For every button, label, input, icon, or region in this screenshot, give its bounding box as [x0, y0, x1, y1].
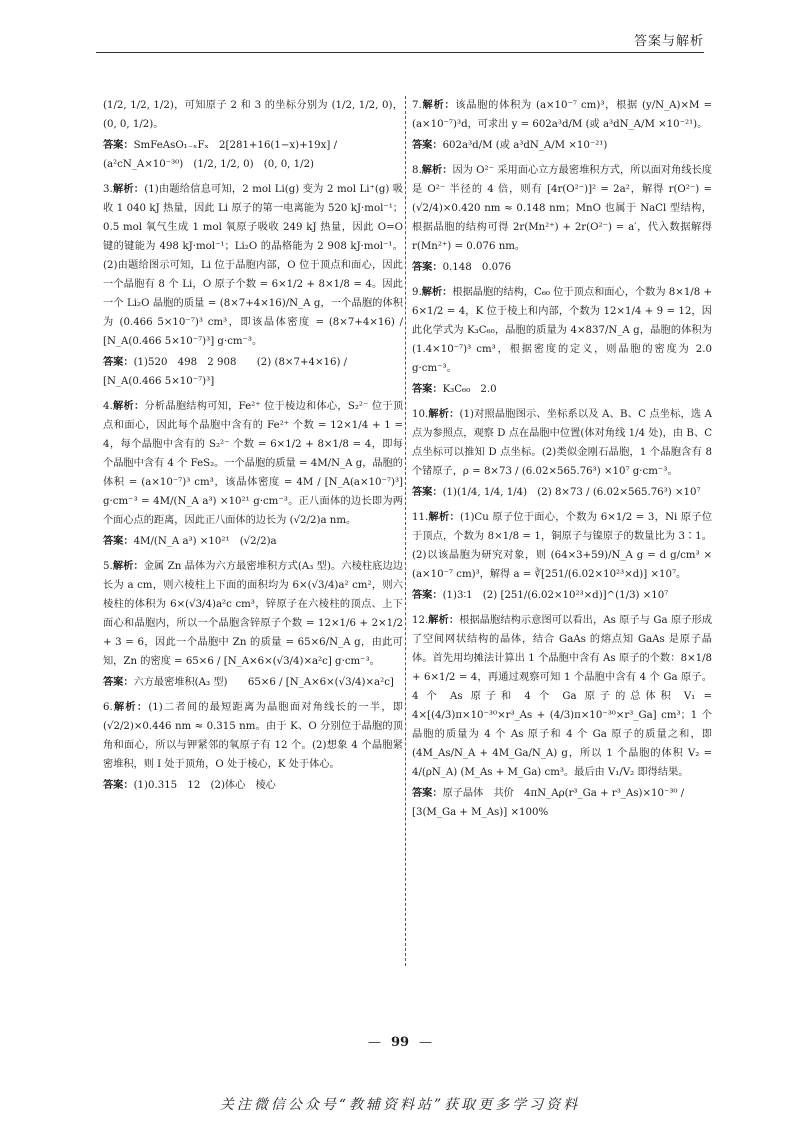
solution-label: 解析： — [112, 561, 144, 572]
answer-block — [412, 258, 712, 277]
right-column — [412, 96, 716, 828]
solution-label: 解析： — [428, 512, 460, 523]
question-number: 8. — [412, 165, 422, 176]
question-number: 5. — [103, 561, 113, 572]
solution-label: 解析： — [428, 615, 460, 626]
answer-label: 答案： — [412, 140, 443, 151]
answer-label: 答案： — [412, 384, 443, 395]
answer-text: 六方最密堆积(A₃ 型) 65×6 / [N_A×6×(√3/4)×a²c] — [133, 677, 394, 688]
solution-label: 解析： — [112, 401, 145, 412]
solution-label: 解析： — [428, 409, 460, 420]
answer-block — [103, 776, 403, 795]
solution-block — [412, 96, 716, 134]
answer-label: 答案： — [412, 788, 443, 799]
answer-text: 4M/(N_A a³) ×10²¹ (√2/2)a — [133, 536, 277, 547]
solution-label: 解析： — [421, 165, 453, 176]
solution-block — [412, 161, 716, 256]
page-header-title: 答案与解析 — [633, 34, 704, 49]
solution-block — [103, 397, 407, 530]
question-number: 11. — [412, 512, 429, 523]
solution-label: 解析： — [112, 184, 145, 195]
answer-block — [103, 136, 403, 174]
answer-block — [103, 532, 403, 551]
question-number: 4. — [103, 401, 113, 412]
page-number-value: 99 — [390, 1035, 410, 1050]
page-number-dash-left: — — [367, 1035, 381, 1050]
answer-label: 答案： — [103, 140, 134, 151]
column-divider — [405, 96, 406, 966]
question-number: 7. — [412, 100, 422, 111]
answer-text: SmFeAsO₁₋ₓFₓ 2[281+16(1−x)+19x] / (a²cN_A×10⁻³⁰) (1/2, 1/2, 0) (0, 0, 1/2) — [103, 140, 341, 170]
footer-notice: 关注微信公众号“教辅资料站”获取更多学习资料 — [219, 1097, 581, 1113]
answer-text: 原子晶体 共价 4πN_Aρ(r³_Ga + r³_As)×10⁻³⁰ / [3(M_Ga + M_As)] ×100% — [412, 788, 688, 818]
question-number: 12. — [412, 615, 429, 626]
solution-block — [412, 611, 716, 782]
answer-block — [412, 136, 712, 155]
answer-text: K₃C₆₀ 2.0 — [442, 384, 497, 395]
text-block: (1/2, 1/2, 1/2)，可知原子 2 和 3 的坐标分别为 (1/2, 1/2, 0)，(0, 0, 1/2)。 — [103, 100, 403, 130]
solution-label: 解析： — [421, 287, 453, 298]
solution-text: (1)Cu 原子位于面心，个数为 6×1/2 = 3，Ni 原子位于顶点，个数为 8×1/8 = 1，铜原子与镍原子的数量比为 3∶1。(2)以该晶胞为研究对象，则 (64×3+59)/N_A g = d g/cm³ × (a×10⁻⁷ cm)³，解得 a = ∛[251/(6.02×10²³×d)] ×10⁷。 — [412, 512, 716, 580]
answer-block — [103, 353, 403, 391]
page-number — [0, 1035, 800, 1050]
solution-block — [412, 283, 716, 378]
answer-text: (1)520 498 2 908 (2) (8×7+4×16) / [N_A(0.466 5×10⁻⁷)³] — [103, 357, 351, 387]
answer-text: 602a³d/M (或 a³dN_A/M ×10⁻²¹) — [442, 140, 608, 151]
solution-block — [103, 180, 407, 351]
solution-label: 解析： — [112, 702, 149, 713]
answer-text: 0.148 0.076 — [442, 262, 512, 273]
answer-label: 答案： — [412, 262, 443, 273]
question-number: 3. — [103, 184, 113, 195]
question-number: 10. — [412, 409, 429, 420]
question-number: 9. — [412, 287, 422, 298]
page-number-dash-right: — — [419, 1035, 433, 1050]
answer-label: 答案： — [103, 357, 134, 368]
solution-text: (1)对照晶胞图示、坐标系以及 A、B、C 点坐标，选 A 点为参照点，观察 D 点在晶胞中位置(体对角线 1/4 处)，由 B、C 点坐标可以推知 D 点坐标。(2)类似金刚石晶胞，1 个晶胞含有 8 个锗原子，ρ = 8×73 / (6.02×565.76³) ×10⁷ g·cm⁻³。 — [412, 409, 716, 477]
solution-text: (1)由题给信息可知，2 mol Li(g) 变为 2 mol Li⁺(g) 吸收 1 040 kJ 热量，因此 Li 原子的第一电离能为 520 kJ·mol⁻¹；0.5 mol 氧气生成 1 mol 氧原子吸收 249 kJ 热量，因此 O=O 键的键能为 498 kJ·mol⁻¹；Li₂O 的晶格能为 2 908 kJ·mol⁻¹。(2)由题给图示可知，Li 位于晶胞内部，O 位于顶点和面心，因此一个晶胞有 8 个 Li，O 原子个数 = 6×1/2 + 8×1/8 = 4。因此一个 Li₂O 晶胞的质量 = (8×7+4×16)/N_A g，一个晶胞的体积为 (0.466 5×10⁻⁷)³ cm³，即该晶体密度 = (8×7+4×16) / [N_A(0.466 5×10⁻⁷)³] g·cm⁻³。 — [103, 184, 407, 347]
solution-block — [412, 508, 716, 584]
answer-label: 答案： — [103, 780, 134, 791]
solution-text: 因为 O²⁻ 采用面心立方最密堆积方式，所以面对角线长度是 O²⁻ 半径的 4 倍，则有 [4r(O²⁻)]² = 2a²，解得 r(O²⁻) = (√2/4)×0.420 nm ≈ 0.148 nm；MnO 也属于 NaCl 型结构，根据晶胞的结构可得 2r(Mn²⁺) + 2r(O²⁻) = a′，代入数据解得 r(Mn²⁺) = 0.076 nm。 — [412, 165, 716, 252]
question-number: 6. — [103, 702, 113, 713]
answer-text: (1)(1/4, 1/4, 1/4) (2) 8×73 / (6.02×565.76³) ×10⁷ — [442, 487, 701, 498]
answer-text: (1)0.315 12 (2)体心 棱心 — [133, 780, 276, 791]
solution-text: 分析晶胞结构可知，Fe²⁺ 位于棱边和体心，S₂²⁻ 位于顶点和面心，因此每个晶胞中含有的 Fe²⁺ 个数 = 12×1/4 + 1 = 4，每个晶胞中含有的 S₂²⁻ 个数 = 6×1/2 + 8×1/8 = 4，即每个晶胞中含有 4 个 FeS₂。一个晶胞的质量 = 4M/N_A g，晶胞的体积 = (a×10⁻⁷)³ cm³，该晶体密度 = 4M / [N_A(a×10⁻⁷)³] g·cm⁻³ = 4M/(N_A a³) ×10²¹ g·cm⁻³。正八面体的边长即为两个面心点的距离，因此正八面体的边长为 (√2/2)a nm。 — [103, 401, 407, 526]
answer-block — [412, 483, 712, 502]
answer-label: 答案： — [412, 487, 443, 498]
solution-text: 金属 Zn 晶体为六方最密堆积方式(A₃ 型)。六棱柱底边边长为 a cm，则六棱柱上下面的面积均为 6×(√3/4)a² cm²，则六棱柱的体积为 6×(√3/4)a²c cm³，锌原子在六棱柱的顶点、上下面心和晶胞内，所以一个晶胞含锌原子个数 = 12×1/6 + 2×1/2 + 3 = 6，因此一个晶胞中 Zn 的质量 = 65×6/N_A g，由此可知，Zn 的密度 = 65×6 / [N_A×6×(√3/4)×a²c] g·cm⁻³。 — [103, 561, 407, 667]
solution-text: 根据晶胞的结构，C₆₀ 位于顶点和面心，个数为 8×1/8 + 6×1/2 = 4，K 位于棱上和内部，个数为 12×1/4 + 9 = 12，因此化学式为 K₃C₆₀，晶胞的质量为 4×837/N_A g，晶胞的体积为 (1.4×10⁻⁷)³ cm³，根据密度的定义，则晶胞的密度为 2.0 g·cm⁻³。 — [412, 287, 716, 374]
answer-label: 答案： — [412, 590, 443, 601]
header-rule — [96, 52, 704, 53]
left-column — [103, 96, 407, 801]
solution-text: 根据晶胞结构示意图可以看出，As 原子与 Ga 原子形成了空间网状结构的晶体，结合 GaAs 的熔点知 GaAs 是原子晶体。首先用均摊法计算出 1 个晶胞中含有 As 原子的个数：8×1/8 + 6×1/2 = 4，再通过观察可知 1 个晶胞中含有 4 个 Ga 原子。4 个 As 原子和 4 个 Ga 原子的总体积 V₁ = 4×[(4/3)π×10⁻³⁰×r³_As + (4/3)π×10⁻³⁰×r³_Ga] cm³；1 个晶胞的质量为 4 个 As 原子和 4 个 Ga 原子的质量之和，即 (4M_As/N_A + 4M_Ga/N_A) g，所以 1 个晶胞的体积 V₂ = 4/(ρN_A) (M_As + M_Ga) cm³。最后由 V₁/V₂ 即得结果。 — [412, 615, 716, 778]
solution-text: 该晶胞的体积为 (a×10⁻⁷ cm)³，根据 (y/N_A)×M = (a×10⁻⁷)³d，可求出 y = 602a³d/M (或 a³dN_A/M ×10⁻²¹)。 — [412, 100, 716, 130]
solution-text: (1)二者间的最短距离为晶胞面对角线长的一半，即 (√2/2)×0.446 nm ≈ 0.315 nm。由于 K、O 分别位于晶胞的顶角和面心，所以与钾紧邻的氧原子有 12 个。(2)想象 4 个晶胞紧密堆积，则 I 处于顶角，O 处于棱心，K 处于体心。 — [103, 702, 407, 770]
answer-block — [412, 784, 712, 822]
answer-block — [412, 380, 712, 399]
answer-label: 答案： — [103, 677, 134, 688]
solution-label: 解析： — [421, 100, 456, 111]
answer-text: (1)3∶1 (2) [251/(6.02×10²³×d)]^(1/3) ×10⁷ — [442, 590, 669, 601]
solution-block — [103, 557, 407, 671]
answer-block — [412, 586, 712, 605]
answer-block — [103, 673, 403, 692]
answer-label: 答案： — [103, 536, 134, 547]
solution-block — [103, 698, 407, 774]
solution-block — [412, 405, 716, 481]
